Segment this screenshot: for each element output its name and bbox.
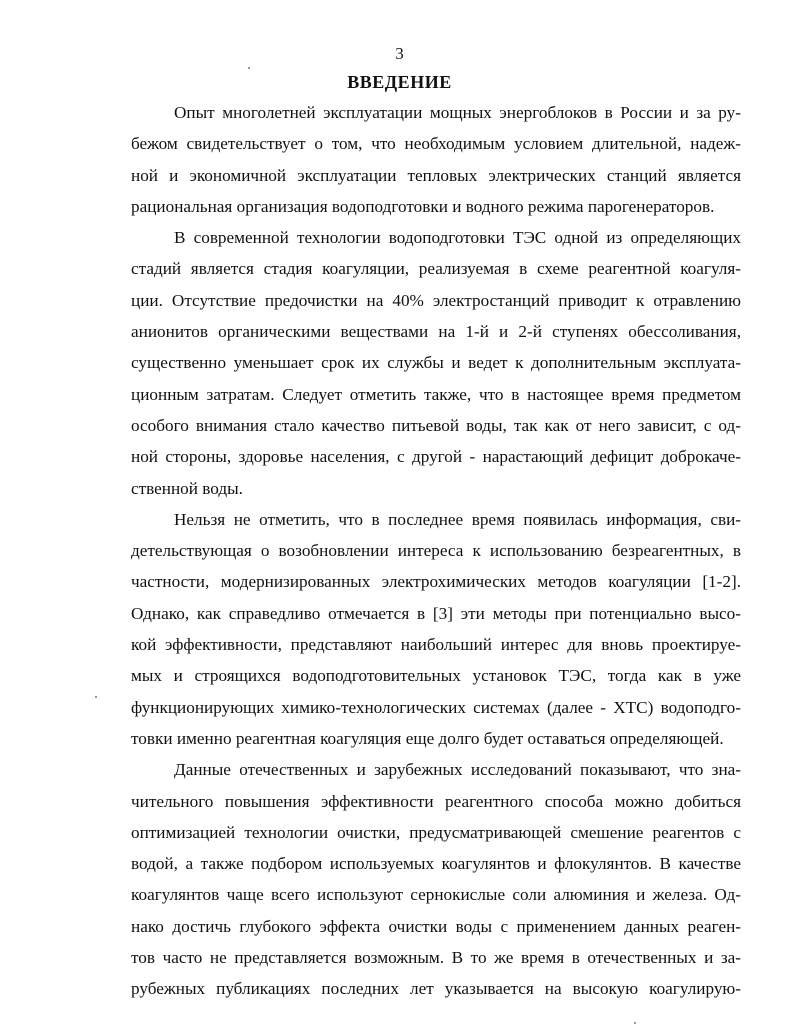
section-heading: ВВЕДЕНИЕ [347,72,452,92]
text-line: Однако, как справедливо отмечается в [3] эти методы при потенциально высо- [131,603,741,623]
text-line: товки именно реагентная коагуляция еще долго будет оставаться определяющей. [131,728,724,748]
paragraph-1 [131,97,741,222]
text-line: стадий является стадия коагуляции, реализуемая в схеме реагентной коагуля- [131,259,741,279]
text-line: рациональная организация водоподготовки и водного режима парогенераторов. [131,196,715,216]
text-line: оптимизацией технологии очистки, предусматривающей смешение реагентов с [131,822,741,842]
text-line: В современной технологии водоподготовки ТЭС одной из определяющих [174,228,741,248]
text-line: водой, а также подбором используемых коагулянтов и флокулянтов. В качестве [131,854,741,874]
page-number: 3 [395,44,404,63]
scan-speck [634,1022,636,1024]
text-line: ственной воды. [131,478,243,498]
text-line: особого внимания стало качество питьевой воды, так как от него зависит, с од- [131,415,741,435]
text-line: ной и экономичной эксплуатации тепловых электрических станций является [131,165,741,185]
text-line: существенно уменьшает срок их службы и ведет к дополнительным эксплуата- [131,353,741,373]
paragraph-3 [131,504,741,754]
paragraph-4 [131,754,741,1004]
text-line: анионитов органическими веществами на 1-й и 2-й ступенях обессоливания, [131,322,741,342]
text-line: рубежных публикациях последних лет указывается на высокую коагулирую- [131,979,741,999]
text-line: ции. Отсутствие предочистки на 40% электростанций приводит к отравлению [131,290,741,310]
text-line: чительного повышения эффективности реагентного способа можно добиться [131,791,741,811]
text-line: частности, модернизированных электрохимических методов коагуляции [1-2]. [131,572,741,592]
text-line: Опыт многолетней эксплуатации мощных энергоблоков в России и за ру- [174,103,741,122]
text-line: детельствующая о возобновлении интереса к использованию безреагентных, в [131,541,741,561]
text-line: мых и строящихся водоподготовительных установок ТЭС, тогда как в уже [131,666,741,686]
scan-speck [248,67,250,69]
text-line: Нельзя не отметить, что в последнее время появилась информация, сви- [174,509,741,529]
text-line: бежом свидетельствует о том, что необходимым условием длительной, надеж- [131,134,741,154]
text-line: коагулянтов чаще всего используют сернокислые соли алюминия и железа. Од- [131,885,741,905]
text-line: кой эффективности, представляют наибольший интерес для вновь проектируе- [131,635,741,655]
text-line: функционирующих химико-технологических системах (далее - ХТС) водоподго- [131,697,741,717]
text-line: тов часто не представляется возможным. В то же время в отечественных и за- [131,948,741,968]
text-line: ной стороны, здоровье населения, с другой - нарастающий дефицит доброкаче- [131,447,741,467]
text-line: Данные отечественных и зарубежных исследований показывают, что зна- [174,760,741,780]
text-line: нако достичь глубокого эффекта очистки воды с применением данных реаген- [131,916,741,936]
scan-speck [95,696,97,698]
document-body [131,97,741,1005]
paragraph-2 [131,222,741,504]
text-line: ционным затратам. Следует отметить также, что в настоящее время предметом [131,384,741,404]
